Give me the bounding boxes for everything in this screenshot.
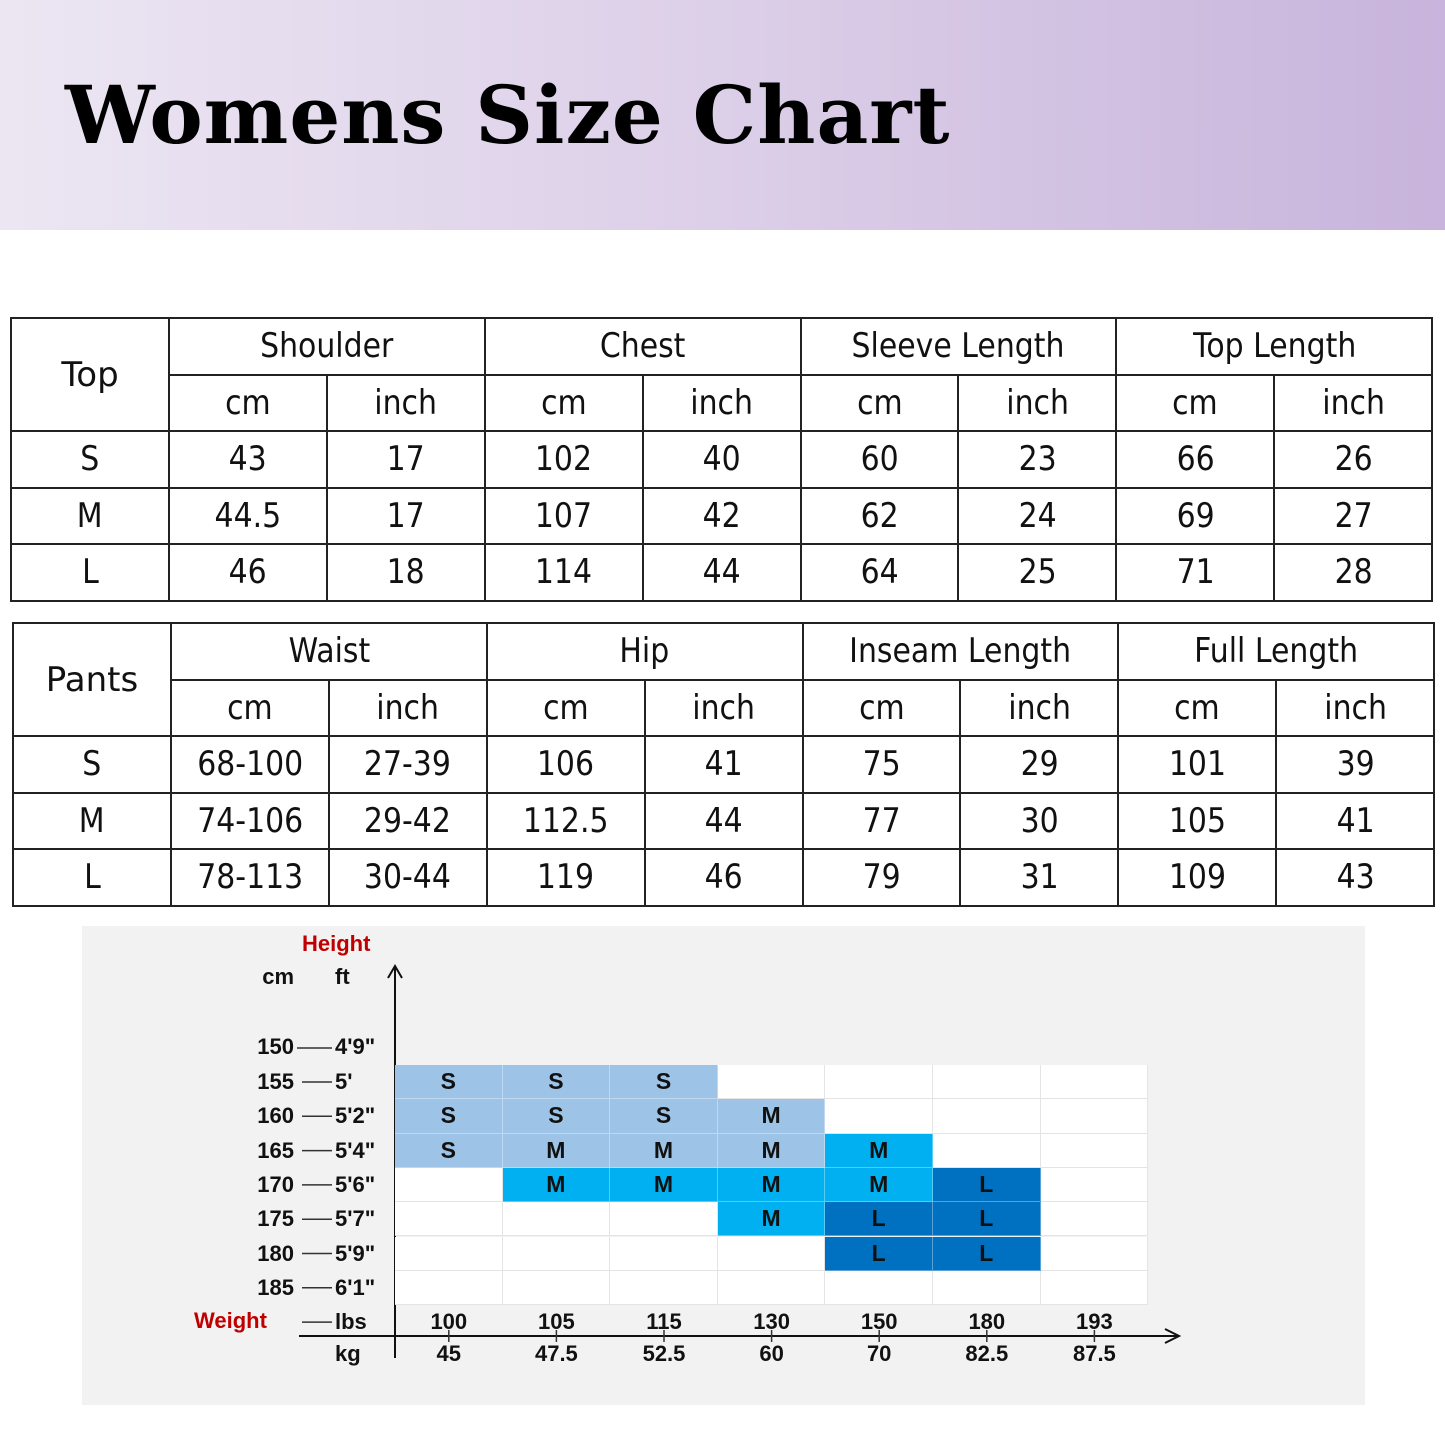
size-cell xyxy=(933,1271,1041,1305)
table-cell: 46 xyxy=(169,544,327,601)
table-cell: 44 xyxy=(643,544,801,601)
table-cell: 44.5 xyxy=(169,488,327,545)
table-cell: 41 xyxy=(1276,793,1434,850)
x-tick-lbs: 100 xyxy=(430,1309,468,1334)
table-corner-label: Pants xyxy=(13,623,171,736)
y-tick-ft: 5'2" xyxy=(335,1103,376,1129)
table-cell: 77 xyxy=(803,793,961,850)
column-group-header: Shoulder xyxy=(169,318,485,375)
table-cell: 74-106 xyxy=(171,793,329,850)
y-tick-cm: 165 xyxy=(257,1137,294,1163)
table-cell: 39 xyxy=(1276,736,1434,793)
y-tick-ft: 5' xyxy=(335,1069,353,1094)
size-cell: S xyxy=(610,1099,718,1133)
size-cell xyxy=(718,1237,826,1271)
y-tick-cm: 150 xyxy=(257,1034,294,1059)
size-cell: M xyxy=(718,1202,826,1236)
size-cell xyxy=(1041,1271,1149,1305)
size-cell: M xyxy=(718,1134,826,1168)
size-label: L xyxy=(11,544,169,601)
table-cell: 27-39 xyxy=(329,736,487,793)
y-unit-ft: ft xyxy=(335,964,350,989)
size-cell xyxy=(1041,1237,1149,1271)
y-tick-ft: 5'6" xyxy=(335,1171,376,1197)
y-tick-cm: 180 xyxy=(257,1240,294,1266)
unit-header: cm xyxy=(171,680,329,737)
unit-header: inch xyxy=(329,680,487,737)
table-cell: 17 xyxy=(327,488,485,545)
table-cell: 27 xyxy=(1274,488,1432,545)
y-tick-ft: 4'9" xyxy=(335,1034,376,1059)
table-cell: 40 xyxy=(643,431,801,488)
x-unit-kg: kg xyxy=(335,1341,361,1366)
size-cell: S xyxy=(610,1065,718,1099)
table-cell: 101 xyxy=(1118,736,1276,793)
size-label: M xyxy=(13,793,171,850)
table-cell: 109 xyxy=(1118,849,1276,906)
unit-header: cm xyxy=(487,680,645,737)
size-cell xyxy=(503,1271,611,1305)
size-cell xyxy=(1041,1168,1149,1202)
x-tick-kg: 47.5 xyxy=(534,1341,578,1366)
size-cell: S xyxy=(395,1134,503,1168)
page-title: Womens Size Chart xyxy=(65,68,951,162)
table-cell: 71 xyxy=(1116,544,1274,601)
table-cell: 102 xyxy=(485,431,643,488)
unit-header: inch xyxy=(643,375,801,432)
size-cell: M xyxy=(718,1099,826,1133)
table-cell: 64 xyxy=(801,544,959,601)
column-group-header: Inseam Length xyxy=(803,623,1119,680)
column-group-header: Top Length xyxy=(1116,318,1432,375)
size-cell xyxy=(503,1237,611,1271)
size-cell xyxy=(1041,1099,1149,1133)
table-row xyxy=(13,849,1434,906)
x-tick-kg: 60 xyxy=(759,1341,784,1366)
table-row xyxy=(13,793,1434,850)
table-cell: 105 xyxy=(1118,793,1276,850)
y-tick-ft: 6'1" xyxy=(335,1274,376,1300)
table-cell: 29-42 xyxy=(329,793,487,850)
size-cell xyxy=(718,1065,826,1099)
size-cell xyxy=(610,1237,718,1271)
size-cell xyxy=(610,1202,718,1236)
table-cell: 43 xyxy=(1276,849,1434,906)
size-cell xyxy=(610,1271,718,1305)
table-cell: 112.5 xyxy=(487,793,645,850)
unit-header: inch xyxy=(960,680,1118,737)
x-tick-kg: 82.5 xyxy=(965,1341,1009,1366)
y-tick-cm: 160 xyxy=(257,1103,294,1129)
table-cell: 68-100 xyxy=(171,736,329,793)
table-cell: 26 xyxy=(1274,431,1432,488)
unit-header: cm xyxy=(1116,375,1274,432)
size-cell xyxy=(503,1202,611,1236)
size-cell xyxy=(933,1065,1041,1099)
y-tick-ft: 5'7" xyxy=(335,1206,376,1232)
table-corner-label: Top xyxy=(11,318,169,431)
table-cell: 18 xyxy=(327,544,485,601)
table-cell: 30-44 xyxy=(329,849,487,906)
y-tick-ft: 5'4" xyxy=(335,1137,376,1163)
size-cell: S xyxy=(395,1099,503,1133)
size-cell: S xyxy=(395,1065,503,1099)
x-unit-lbs: lbs xyxy=(335,1309,367,1334)
chart-title: Height xyxy=(302,931,371,956)
unit-header: inch xyxy=(958,375,1116,432)
size-cell xyxy=(718,1271,826,1305)
unit-header: inch xyxy=(1276,680,1434,737)
size-cell: M xyxy=(718,1168,826,1202)
height-weight-chart xyxy=(82,926,1365,1405)
table-row xyxy=(11,488,1432,545)
y-tick-cm: 185 xyxy=(257,1274,294,1300)
size-cell xyxy=(825,1065,933,1099)
unit-header: inch xyxy=(1274,375,1432,432)
size-cell: M xyxy=(503,1168,611,1202)
x-tick-kg: 87.5 xyxy=(1072,1341,1116,1366)
size-cell xyxy=(1041,1065,1149,1099)
table-cell: 66 xyxy=(1116,431,1274,488)
table-cell: 69 xyxy=(1116,488,1274,545)
table-cell: 119 xyxy=(487,849,645,906)
table-cell: 23 xyxy=(958,431,1116,488)
table-cell: 43 xyxy=(169,431,327,488)
x-tick-lbs: 150 xyxy=(860,1309,898,1334)
table-row xyxy=(11,431,1432,488)
y-tick-cm: 170 xyxy=(257,1171,294,1197)
size-cell: M xyxy=(825,1134,933,1168)
table-cell: 29 xyxy=(960,736,1118,793)
x-tick-lbs: 115 xyxy=(646,1309,682,1334)
unit-header: cm xyxy=(169,375,327,432)
size-cell xyxy=(825,1271,933,1305)
table-row xyxy=(11,544,1432,601)
table-cell: 31 xyxy=(960,849,1118,906)
unit-header: cm xyxy=(803,680,961,737)
pants-size-table xyxy=(12,622,1435,907)
column-group-header: Chest xyxy=(485,318,801,375)
size-cell: L xyxy=(933,1202,1041,1236)
x-tick-lbs: 105 xyxy=(538,1309,575,1334)
size-cell: S xyxy=(503,1065,611,1099)
column-group-header: Hip xyxy=(487,623,803,680)
table-cell: 106 xyxy=(487,736,645,793)
unit-header: cm xyxy=(801,375,959,432)
table-cell: 114 xyxy=(485,544,643,601)
size-cell: M xyxy=(825,1168,933,1202)
x-axis-title: Weight xyxy=(194,1308,267,1333)
size-label: S xyxy=(11,431,169,488)
unit-header: inch xyxy=(645,680,803,737)
table-cell: 17 xyxy=(327,431,485,488)
y-tick-cm: 175 xyxy=(257,1206,294,1232)
x-tick-kg: 52.5 xyxy=(642,1341,686,1366)
unit-header: cm xyxy=(1118,680,1276,737)
table-cell: 78-113 xyxy=(171,849,329,906)
x-tick-lbs: 180 xyxy=(968,1309,1006,1334)
table-row xyxy=(13,736,1434,793)
table-cell: 79 xyxy=(803,849,961,906)
unit-header: cm xyxy=(485,375,643,432)
table-cell: 28 xyxy=(1274,544,1432,601)
table-cell: 107 xyxy=(485,488,643,545)
table-cell: 30 xyxy=(960,793,1118,850)
table-cell: 46 xyxy=(645,849,803,906)
size-cell: S xyxy=(503,1099,611,1133)
size-cell xyxy=(933,1099,1041,1133)
table-cell: 24 xyxy=(958,488,1116,545)
y-tick-ft: 5'9" xyxy=(335,1240,376,1266)
size-cell: L xyxy=(933,1237,1041,1271)
size-cell xyxy=(395,1202,503,1236)
header-banner xyxy=(0,0,1445,230)
table-cell: 75 xyxy=(803,736,961,793)
column-group-header: Sleeve Length xyxy=(801,318,1117,375)
size-cell xyxy=(933,1134,1041,1168)
y-unit-cm: cm xyxy=(262,964,294,989)
size-cell xyxy=(395,1237,503,1271)
size-cell: L xyxy=(933,1168,1041,1202)
x-tick-lbs: 130 xyxy=(753,1309,790,1334)
size-cell xyxy=(395,1271,503,1305)
table-cell: 62 xyxy=(801,488,959,545)
y-tick-cm: 155 xyxy=(257,1069,294,1094)
size-label: L xyxy=(13,849,171,906)
size-cell xyxy=(395,1168,503,1202)
size-cell: L xyxy=(825,1202,933,1236)
unit-header: inch xyxy=(327,375,485,432)
column-group-header: Full Length xyxy=(1118,623,1434,680)
table-cell: 42 xyxy=(643,488,801,545)
table-cell: 25 xyxy=(958,544,1116,601)
top-size-table xyxy=(10,317,1433,602)
x-tick-lbs: 193 xyxy=(1076,1309,1113,1334)
table-cell: 44 xyxy=(645,793,803,850)
size-cell xyxy=(825,1099,933,1133)
size-label: S xyxy=(13,736,171,793)
size-cell: M xyxy=(610,1168,718,1202)
x-tick-kg: 45 xyxy=(436,1341,462,1366)
size-cell xyxy=(1041,1202,1149,1236)
size-cell: M xyxy=(503,1134,611,1168)
column-group-header: Waist xyxy=(171,623,487,680)
size-label: M xyxy=(11,488,169,545)
size-cell xyxy=(1041,1134,1149,1168)
size-cell: L xyxy=(825,1237,933,1271)
size-cell: M xyxy=(610,1134,718,1168)
table-cell: 41 xyxy=(645,736,803,793)
table-cell: 60 xyxy=(801,431,959,488)
x-tick-kg: 70 xyxy=(866,1341,892,1366)
